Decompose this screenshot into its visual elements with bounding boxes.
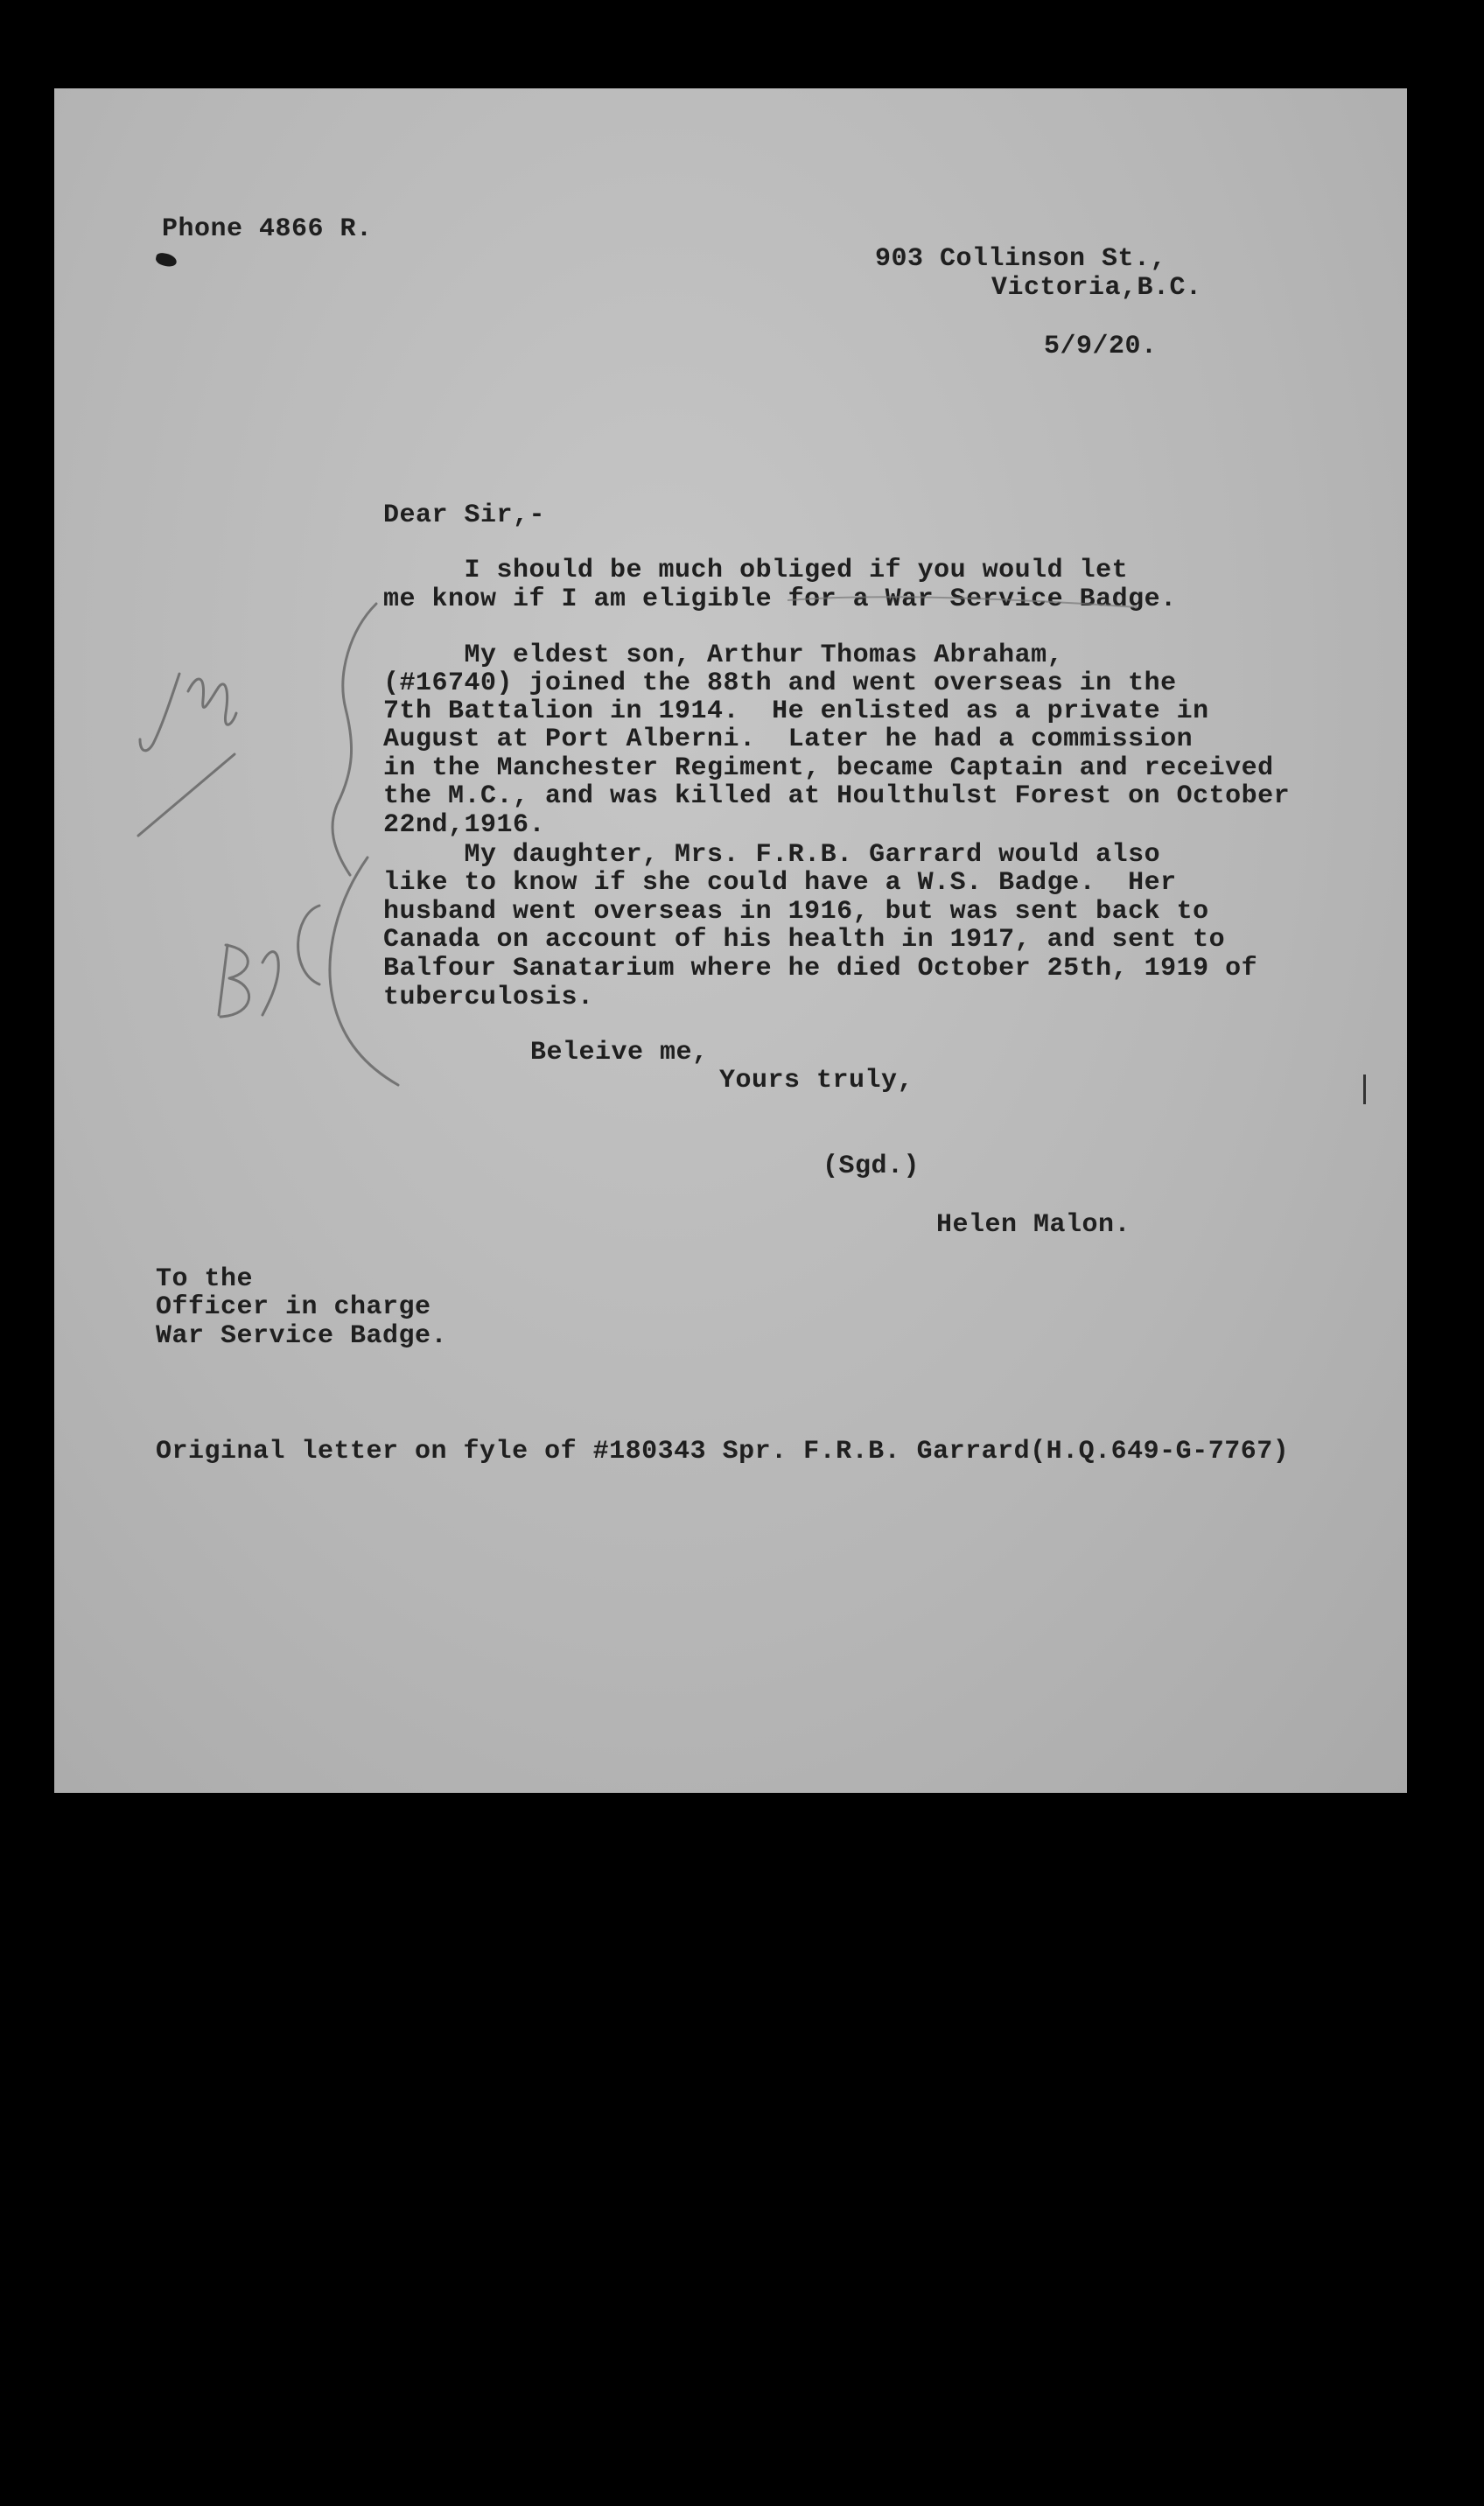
para1-line: me know if I am eligible for a War Service Badge. (383, 584, 1177, 614)
para3-line: like to know if she could have a W.S. Badge. Her (383, 868, 1177, 898)
file-reference-note: Original letter on fyle of #180343 Spr. F.R.B. Garrard(H.Q.649-G-7767) (156, 1437, 1290, 1466)
recipient-line: War Service Badge. (156, 1321, 448, 1351)
address-line-1: 903 Collinson St., (875, 244, 1167, 274)
closing-line-1: Beleive me, (530, 1038, 709, 1068)
margin-mark (1363, 1074, 1366, 1104)
para2-line: My eldest son, Arthur Thomas Abraham, (383, 640, 1064, 670)
para2-line: 22nd,1916. (383, 810, 546, 840)
para2-line: August at Port Alberni. Later he had a commission (383, 724, 1194, 754)
phone-number: Phone 4866 R. (162, 214, 373, 244)
signed-marker: (Sgd.) (822, 1152, 920, 1181)
para3-line: tuberculosis. (383, 983, 594, 1012)
letter-date: 5/9/20. (1044, 332, 1158, 361)
recipient-line: To the (156, 1264, 254, 1294)
para3-line: Canada on account of his health in 1917, and sent to (383, 925, 1226, 955)
para2-line: 7th Battalion in 1914. He enlisted as a private in (383, 696, 1209, 726)
para3-line: husband went overseas in 1916, but was sent back to (383, 897, 1209, 927)
para2-line: (#16740) joined the 88th and went overseas in the (383, 668, 1177, 698)
para2-line: in the Manchester Regiment, became Captain and received (383, 753, 1274, 783)
address-line-2: Victoria,B.C. (991, 273, 1202, 303)
para3-line: My daughter, Mrs. F.R.B. Garrard would also (383, 840, 1161, 870)
salutation: Dear Sir,- (383, 500, 546, 530)
para3-line: Balfour Sanatarium where he died October 25th, 1919 of (383, 954, 1258, 984)
para2-line: the M.C., and was killed at Houlthulst Forest on October (383, 781, 1291, 811)
signer-name: Helen Malon. (936, 1210, 1131, 1240)
closing-line-2: Yours truly, (719, 1066, 914, 1096)
para1-line: I should be much obliged if you would let (383, 556, 1129, 585)
recipient-line: Officer in charge (156, 1292, 431, 1322)
